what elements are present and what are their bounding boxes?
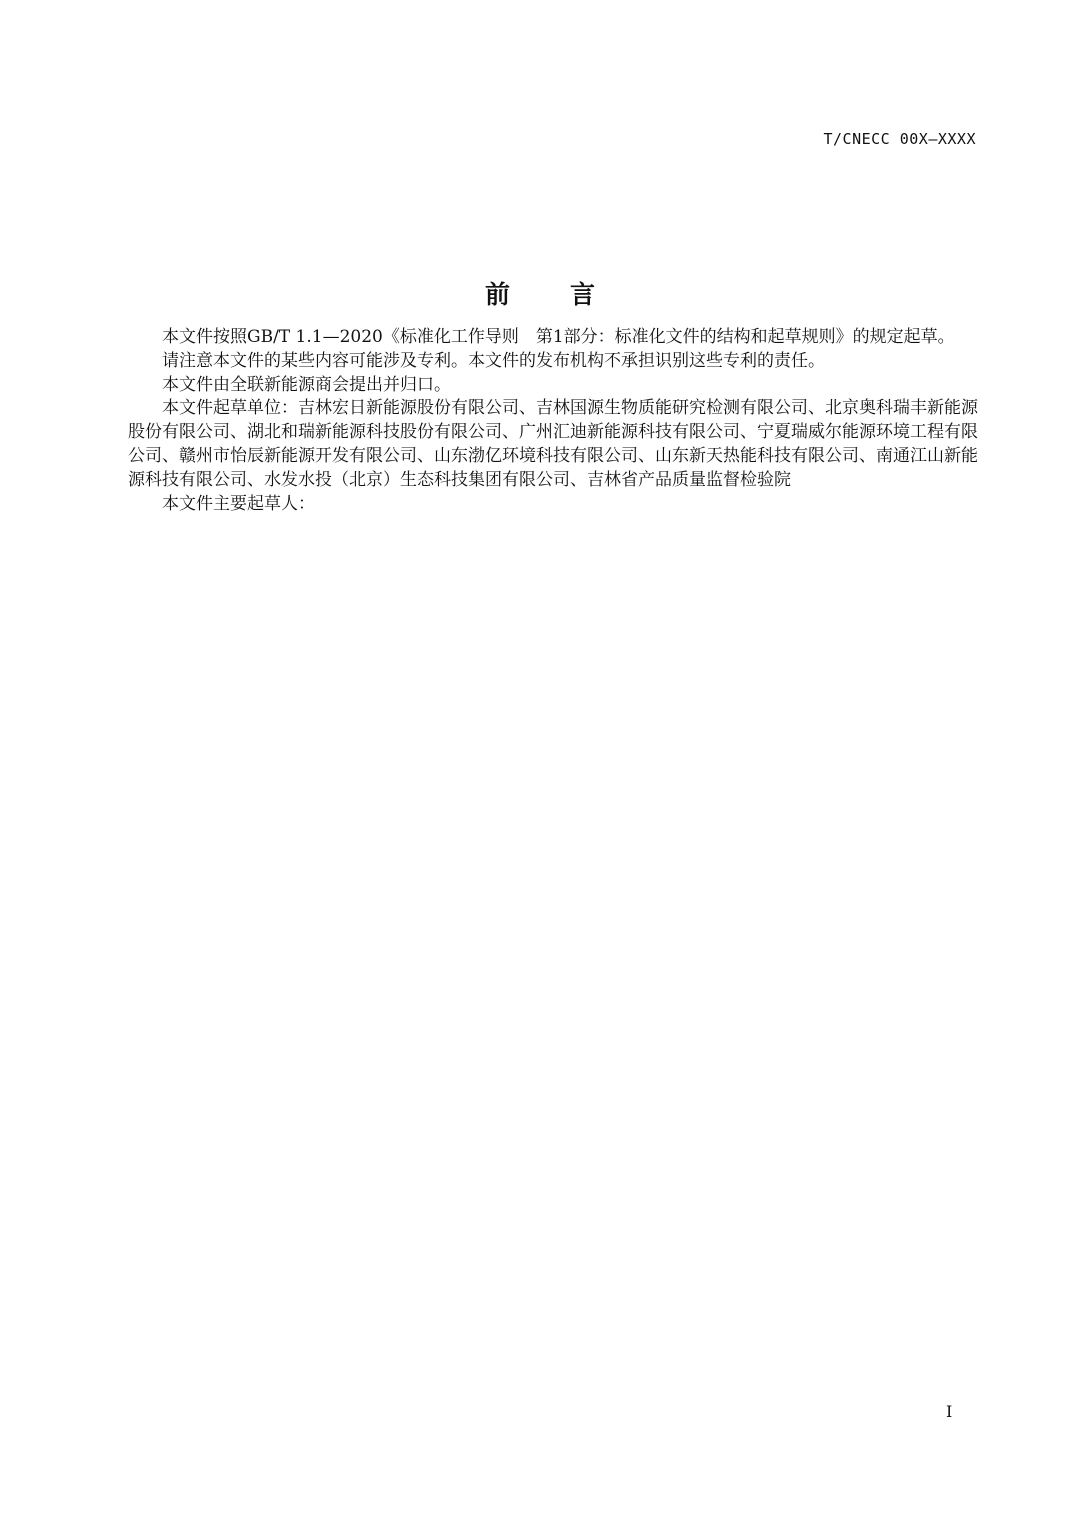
foreword-body bbox=[128, 326, 978, 516]
document-code: T/CNECC 00X—XXXX bbox=[823, 130, 976, 148]
paragraph-proposer: 本文件由全联新能源商会提出并归口。 bbox=[162, 374, 451, 395]
paragraph-drafting-rules: 本文件按照GB/T 1.1—2020《标准化工作导则 第1部分：标准化文件的结构和起草规则》的规定起草。 bbox=[162, 327, 955, 347]
paragraph-patent-notice: 请注意本文件的某些内容可能涉及专利。本文件的发布机构不承担识别这些专利的责任。 bbox=[162, 350, 825, 371]
paragraph-main-drafters: 本文件主要起草人： bbox=[162, 493, 315, 514]
page-title: 前言 bbox=[484, 279, 655, 309]
page-number: I bbox=[946, 1402, 953, 1421]
paragraph-drafting-units: 本文件起草单位：吉林宏日新能源股份有限公司、吉林国源生物质能研究检测有限公司、北京奥科瑞丰新能源股份有限公司、湖北和瑞新能源科技股份有限公司、广州汇迪新能源科技有限公司、宁夏瑞威尔能源环境工程有限公司、赣州市怡辰新能源开发有限公司、山东渤亿环境科技有限公司、山东新天热能科技有限公司、南通江山新能源科技有限公司、水发水投（北京）生态科技集团有限公司、吉林省产品质量监督检验院 bbox=[128, 398, 978, 490]
